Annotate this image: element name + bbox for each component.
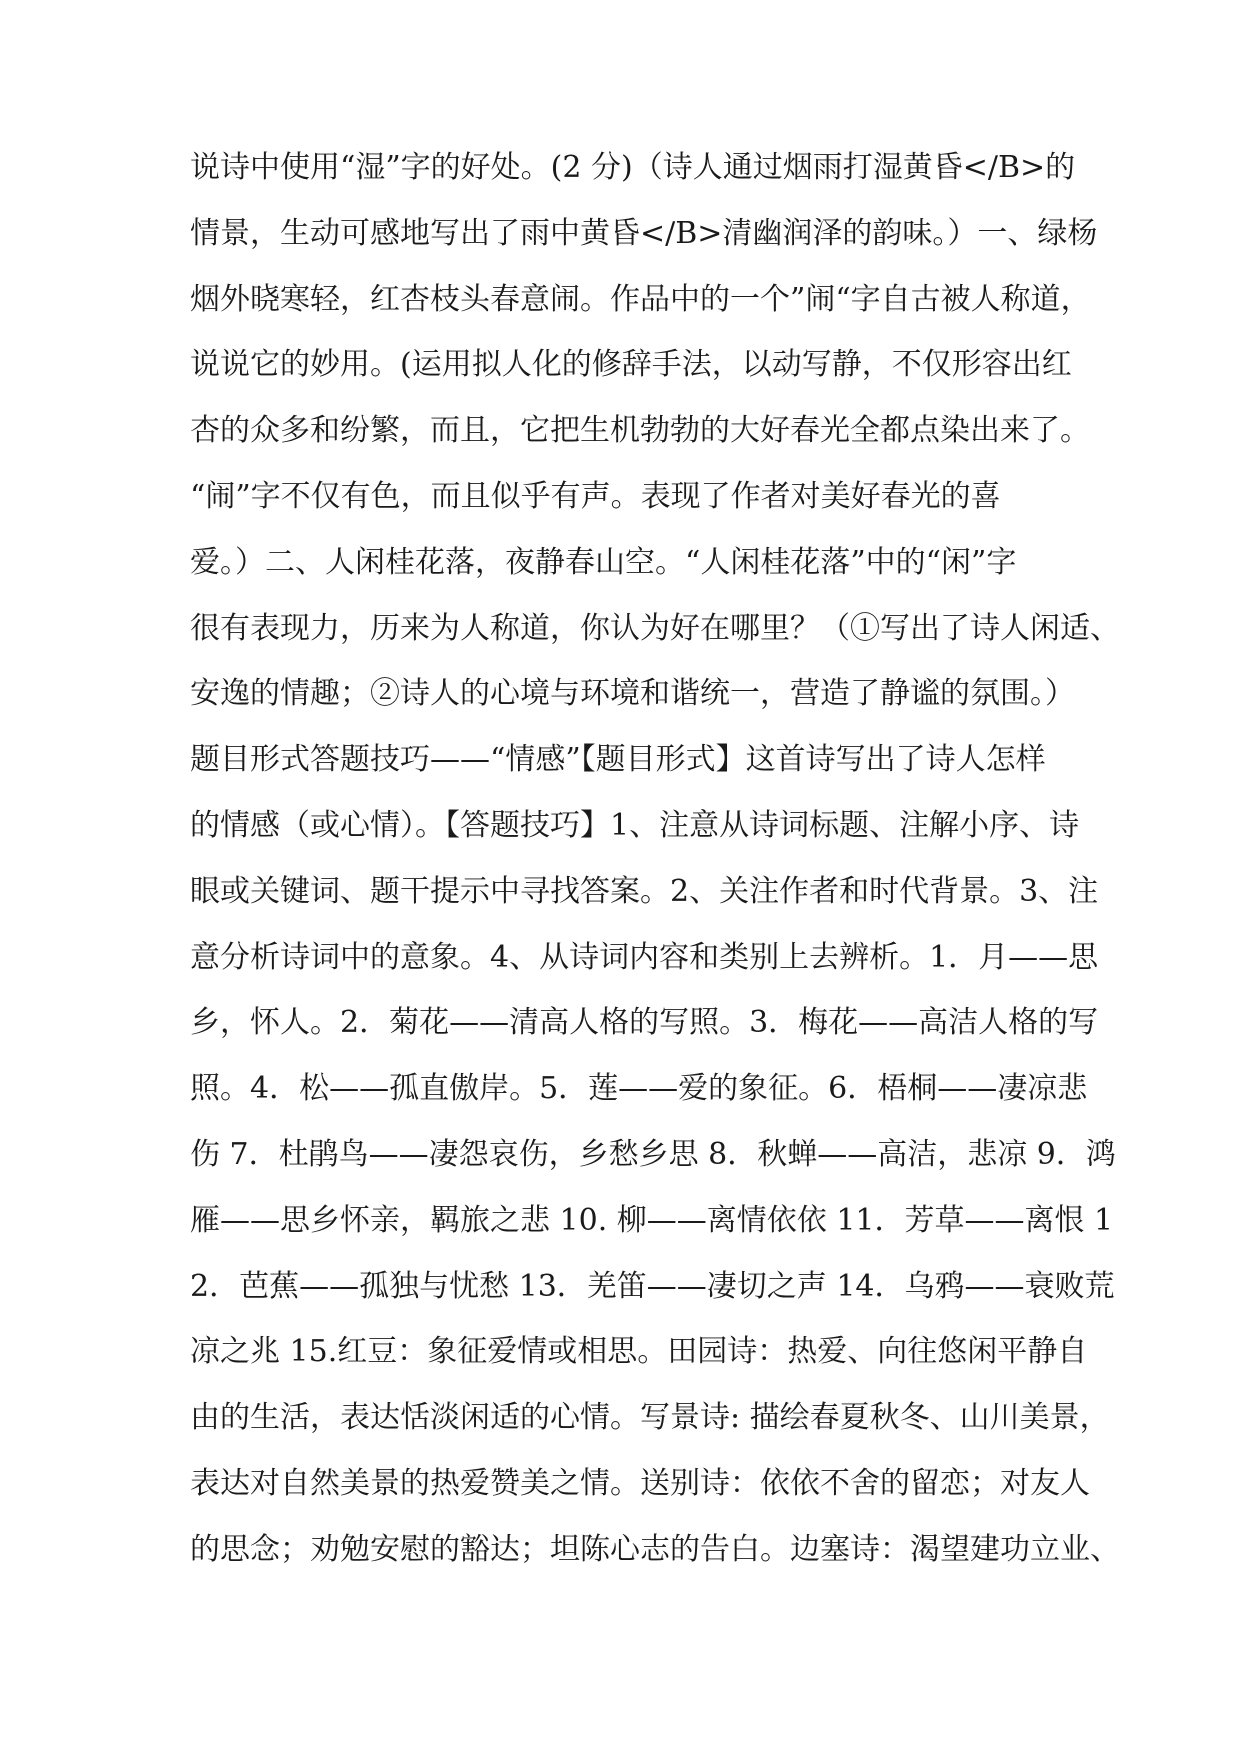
text-line-8: 很有表现力，历来为人称道，你认为好在哪里？（①写出了诗人闲适、 xyxy=(190,610,1120,646)
text-line-6: “闹”字不仅有色，而且似乎有声。表现了作者对美好春光的喜 xyxy=(190,478,1001,514)
text-line-3: 烟外晓寒轻，红杏枝头春意闹。作品中的一个”闹“字自古被人称道， xyxy=(190,281,1091,317)
text-line-19: 凉之兆 15.红豆：象征爱情或相思。田园诗：热爱、向往悠闲平静自 xyxy=(190,1334,1088,1370)
text-line-17: 雁——思乡怀亲，羁旅之悲 10. 柳——离情依依 11．芳草——离恨 1 xyxy=(190,1202,1114,1238)
body-text xyxy=(190,135,1120,1583)
text-line-5: 杏的众多和纷繁，而且，它把生机勃勃的大好春光全都点染出来了。 xyxy=(190,413,1090,449)
text-line-13: 意分析诗词中的意象。4、从诗词内容和类别上去辨析。1．月——思 xyxy=(190,939,1099,975)
text-line-7: 爱。）二、人闲桂花落，夜静春山空。“人闲桂花落”中的“闲”字 xyxy=(190,544,1017,580)
text-line-2: 情景，生动可感地写出了雨中黄昏</B>清幽润泽的韵味。）一、绿杨 xyxy=(190,215,1098,251)
text-line-14: 乡，怀人。2．菊花——清高人格的写照。3．梅花——高洁人格的写 xyxy=(190,1005,1099,1041)
text-line-9: 安逸的情趣；②诗人的心境与环境和谐统一，营造了静谧的氛围。） xyxy=(190,676,1075,712)
text-line-1: 说诗中使用“湿”字的好处。(2 分)（诗人通过烟雨打湿黄昏</B>的 xyxy=(190,150,1076,185)
text-line-10: 题目形式答题技巧——“情感”【题目形式】这首诗写出了诗人怎样 xyxy=(190,742,1046,778)
text-line-16: 伤 7．杜鹃鸟——凄怨哀伤，乡愁乡思 8．秋蝉——高洁，悲凉 9．鸿 xyxy=(190,1136,1116,1172)
text-line-11: 的情感（或心情）。【答题技巧】1、注意从诗词标题、注解小序、诗 xyxy=(190,807,1080,843)
text-line-21: 表达对自然美景的热爱赞美之情。送别诗：依依不舍的留恋；对友人 xyxy=(190,1465,1090,1501)
text-line-18: 2．芭蕉——孤独与忧愁 13．羌笛——凄切之声 14．乌鸦——衰败荒 xyxy=(190,1268,1115,1304)
text-line-12: 眼或关键词、题干提示中寻找答案。2、关注作者和时代背景。3、注 xyxy=(190,873,1099,909)
text-line-15: 照。4．松——孤直傲岸。5．莲——爱的象征。6．梧桐——凄凉悲 xyxy=(190,1071,1088,1107)
text-line-20: 由的生活，表达恬淡闲适的心情。写景诗: 描绘春夏秋冬、山川美景， xyxy=(190,1400,1110,1436)
text-line-22: 的思念；劝勉安慰的豁达；坦陈心志的告白。边塞诗：渴望建功立业、 xyxy=(190,1531,1120,1567)
text-line-4: 说说它的妙用。(运用拟人化的修辞手法，以动写静，不仅形容出红 xyxy=(190,347,1072,383)
